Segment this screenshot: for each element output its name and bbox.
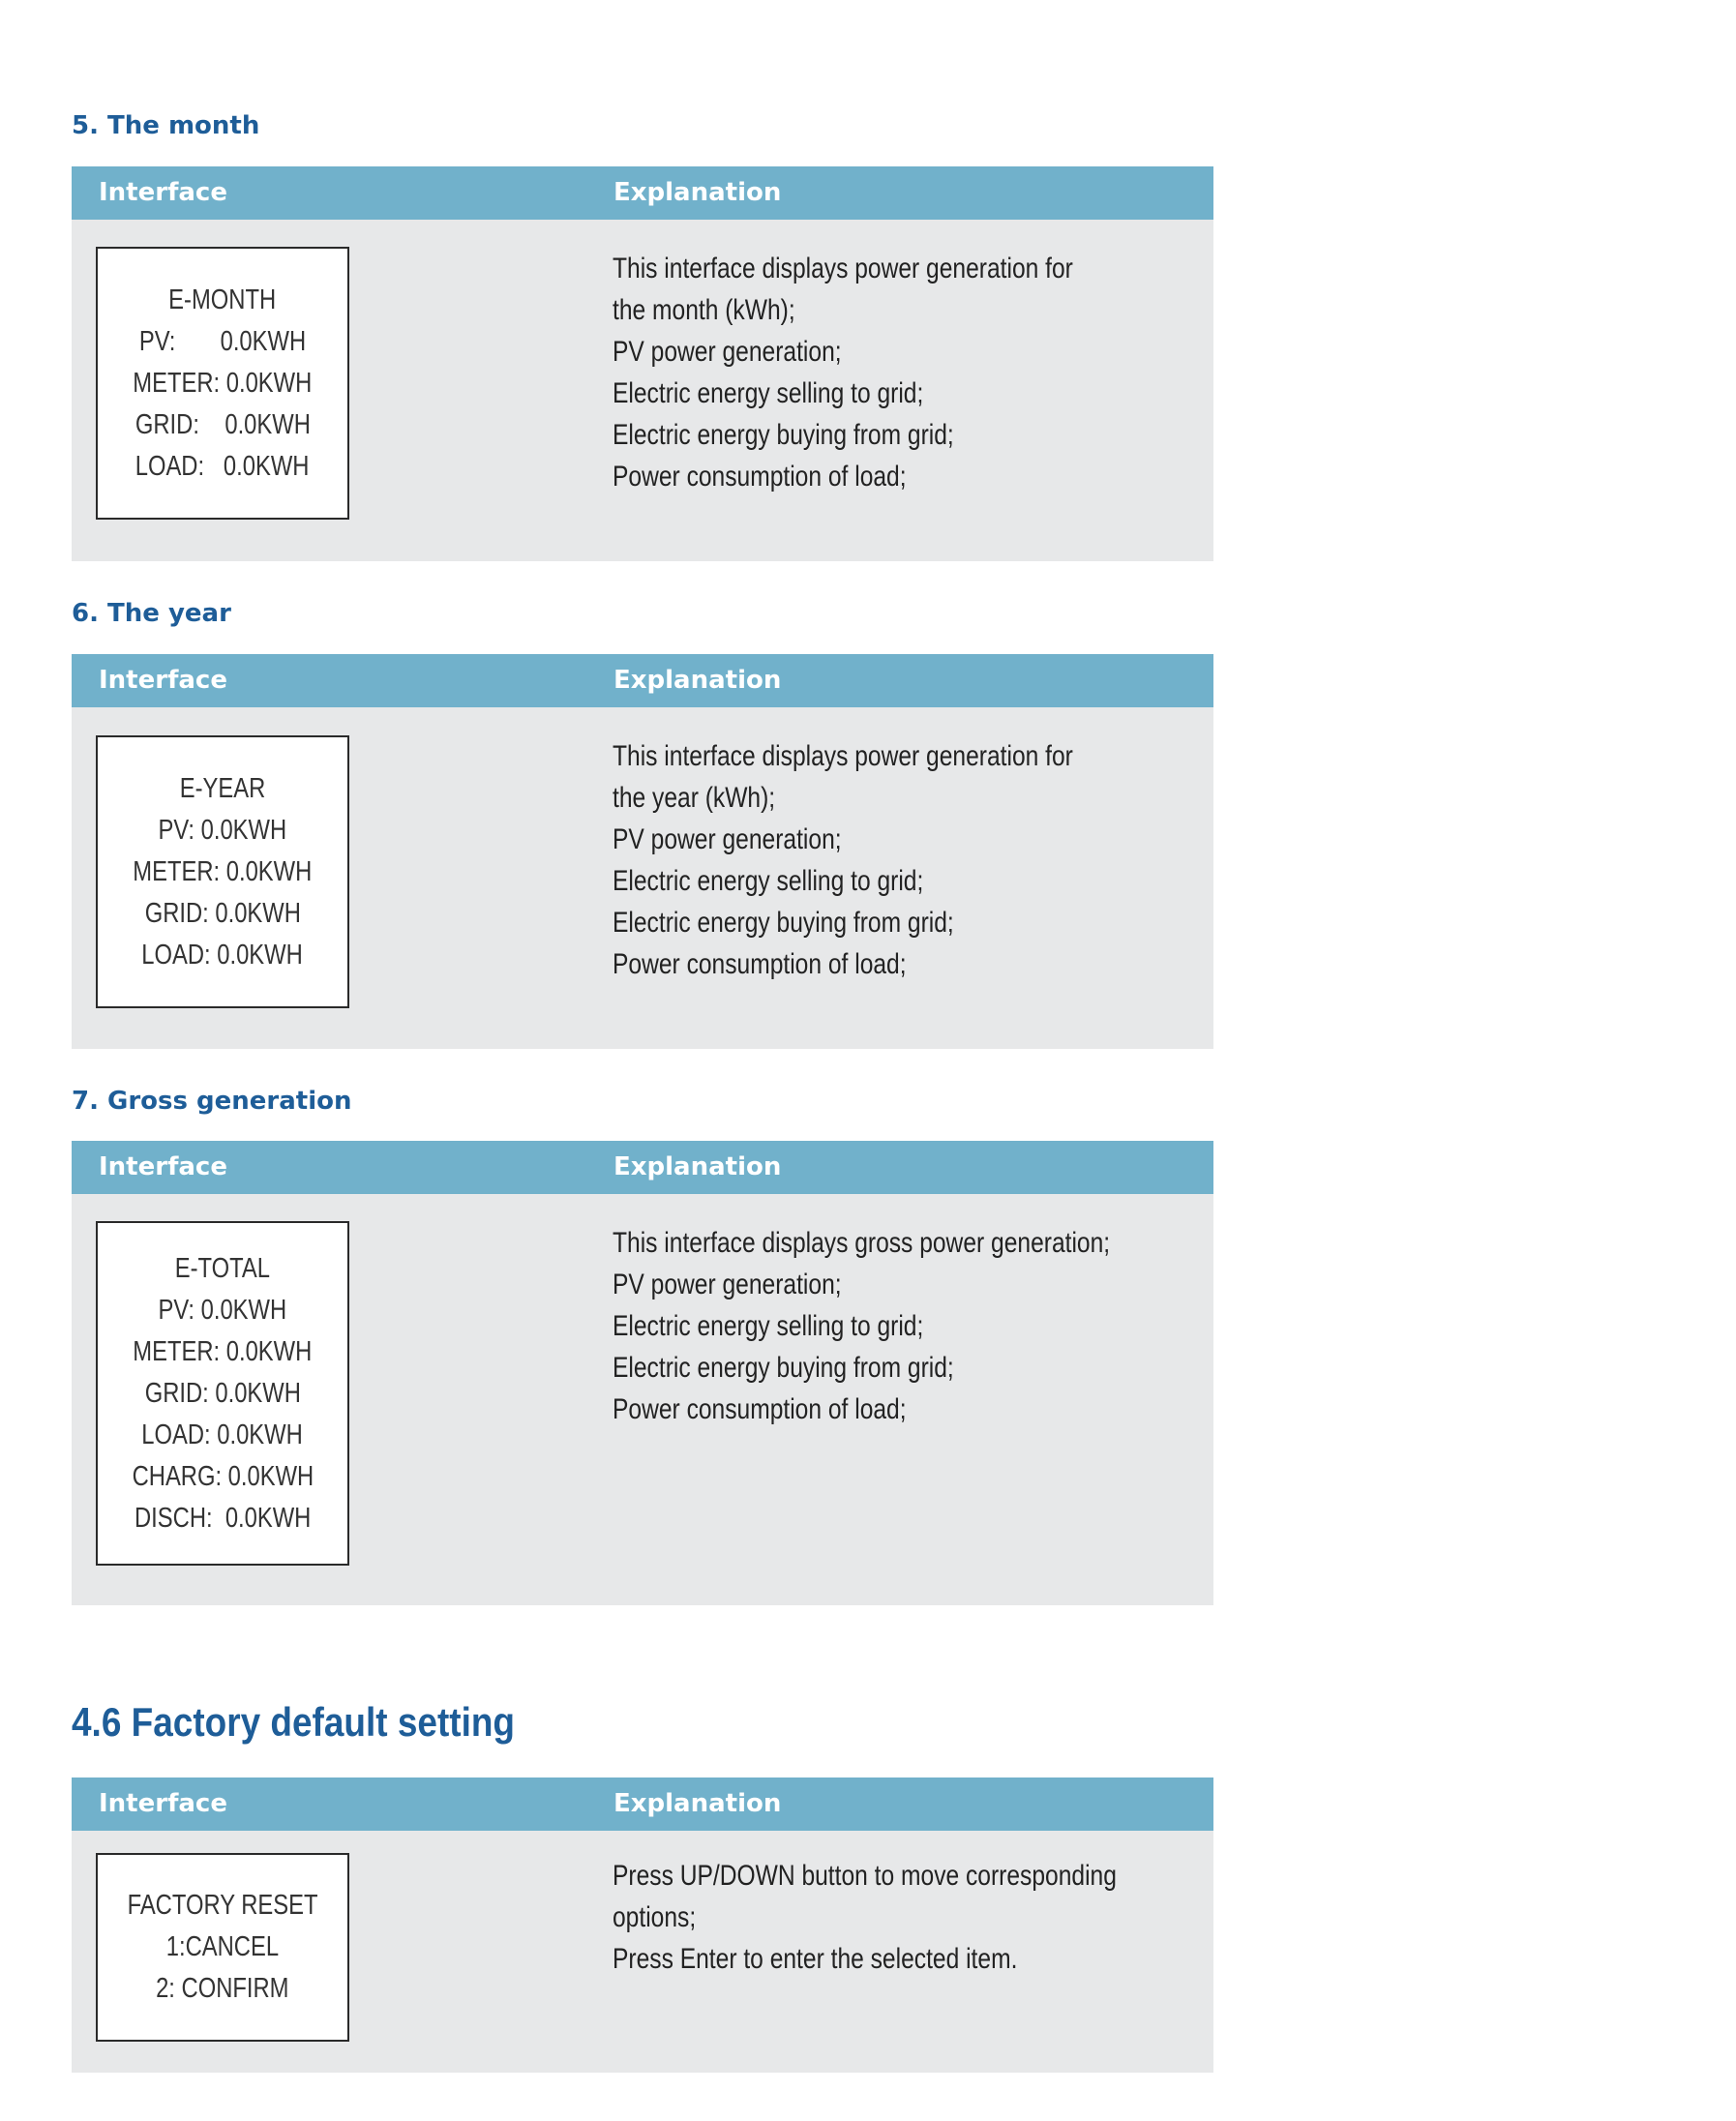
screen-line: LOAD: 0.0KWH [135, 450, 310, 482]
month-table [72, 166, 1213, 561]
explanation-line: Electric energy buying from grid; [613, 419, 954, 451]
screen-line: 1:CANCEL [165, 1931, 280, 1962]
explanation-line: Power consumption of load; [613, 948, 907, 980]
screen-line: CHARG: 0.0KWH [132, 1460, 314, 1492]
interface-column-header: Interface [99, 1789, 227, 1818]
screen-line: GRID: 0.0KWH [144, 1377, 301, 1409]
screen-line: E-TOTAL [174, 1252, 271, 1284]
screen-line: E-YEAR [179, 772, 266, 804]
section-title-gross: 7. Gross generation [72, 1087, 352, 1116]
explanation-line: Press UP/DOWN button to move corresponding [613, 1860, 1117, 1892]
explanation-column-header: Explanation [614, 1152, 782, 1181]
explanation-line: Electric energy selling to grid; [613, 1310, 924, 1342]
lcd-screen-factory-reset [96, 1853, 349, 2042]
explanation-line: This interface displays power generation for [613, 740, 1073, 772]
screen-line: GRID: 0.0KWH [144, 897, 301, 929]
explanation-line: PV power generation; [613, 1269, 842, 1300]
explanation-line: Power consumption of load; [613, 461, 907, 493]
explanation-line: Press Enter to enter the selected item. [613, 1943, 1018, 1975]
explanation-line: This interface displays power generation for [613, 253, 1073, 284]
table-header [72, 1141, 1213, 1194]
table-header [72, 1777, 1213, 1831]
factory-default-heading: 4.6 Factory default setting [72, 1699, 515, 1745]
explanation-column-header: Explanation [614, 1789, 782, 1818]
explanation-line: PV power generation; [613, 823, 842, 855]
factory-table [72, 1777, 1213, 2073]
lcd-screen-total [96, 1221, 349, 1566]
gross-table [72, 1141, 1213, 1605]
screen-line: PV: 0.0KWH [158, 1294, 287, 1326]
screen-line: FACTORY RESET [127, 1890, 318, 1921]
explanation-column-header: Explanation [614, 178, 782, 207]
screen-line: 2: CONFIRM [156, 1973, 289, 2004]
explanation-text-factory [613, 1855, 1290, 1980]
interface-column-header: Interface [99, 666, 227, 695]
table-header [72, 654, 1213, 707]
screen-line: METER: 0.0KWH [133, 855, 313, 887]
screen-line: METER: 0.0KWH [133, 1335, 313, 1367]
explanation-line: the month (kWh); [613, 294, 795, 326]
explanation-text-year [613, 735, 1290, 985]
screen-line: E-MONTH [168, 284, 277, 315]
explanation-line: This interface displays gross power generation; [613, 1227, 1111, 1259]
explanation-line: PV power generation; [613, 336, 842, 368]
screen-line: LOAD: 0.0KWH [141, 1419, 304, 1450]
screen-line: METER: 0.0KWH [133, 367, 313, 399]
screen-line: GRID: 0.0KWH [135, 408, 311, 440]
screen-line: PV: 0.0KWH [158, 814, 287, 846]
table-header [72, 166, 1213, 220]
year-table [72, 654, 1213, 1049]
explanation-line: Electric energy selling to grid; [613, 377, 924, 409]
lcd-screen-month [96, 247, 349, 520]
screen-line: PV: 0.0KWH [138, 325, 307, 357]
screen-line: DISCH: 0.0KWH [134, 1502, 312, 1534]
explanation-line: Power consumption of load; [613, 1393, 907, 1425]
explanation-line: Electric energy buying from grid; [613, 907, 954, 939]
explanation-text-gross [613, 1222, 1290, 1430]
explanation-line: options; [613, 1901, 697, 1933]
section-title-month: 5. The month [72, 111, 260, 140]
interface-column-header: Interface [99, 1152, 227, 1181]
explanation-column-header: Explanation [614, 666, 782, 695]
lcd-screen-year [96, 735, 349, 1008]
explanation-line: Electric energy buying from grid; [613, 1352, 954, 1384]
screen-line: LOAD: 0.0KWH [141, 939, 304, 971]
explanation-text-month [613, 248, 1290, 497]
section-title-year: 6. The year [72, 599, 231, 628]
explanation-line: the year (kWh); [613, 782, 776, 814]
explanation-line: Electric energy selling to grid; [613, 865, 924, 897]
interface-column-header: Interface [99, 178, 227, 207]
